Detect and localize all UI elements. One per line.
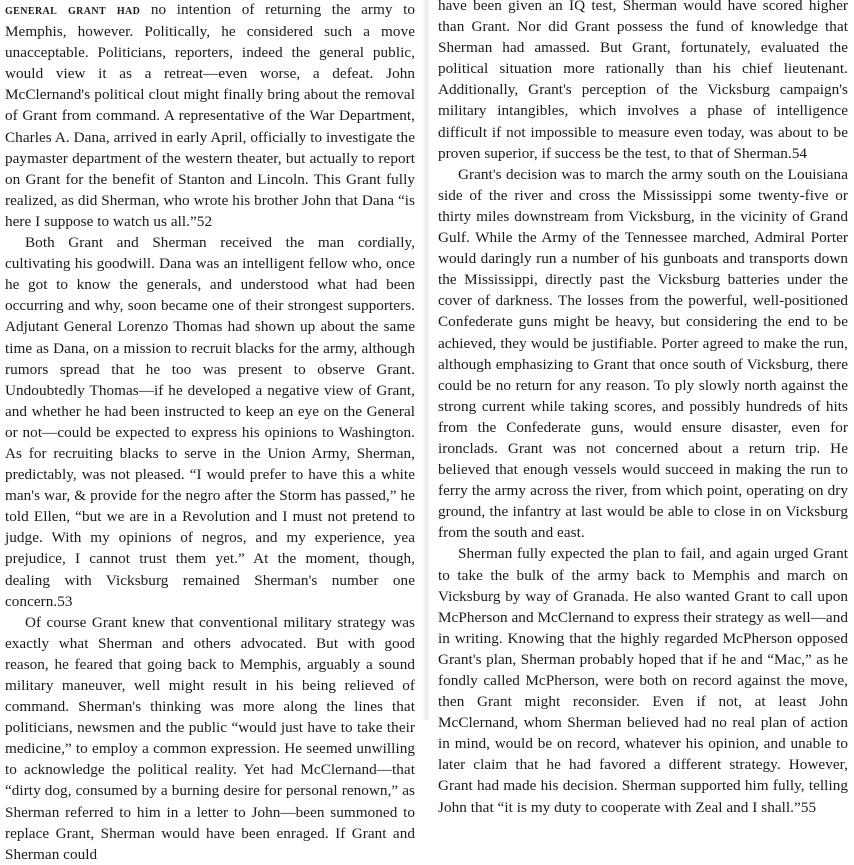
right-paragraph-1: have been given an IQ test, Sherman would have scored higher than Grant. Nor did Grant possess the fund of knowledge that Sherman had amassed. But Grant, fortunately, evaluated the political situation more rationally than his chief lieutenant. Additionally, Grant's perception of the Vicksburg campaign's military intangibles, which involves a phase of intelligence difficult if not impossible to measure even today, was about to be proven superior, if success be the test, to that of Sherman.54 bbox=[438, 0, 848, 162]
opening-small-caps: general grant had bbox=[5, 2, 141, 18]
left-page bbox=[0, 0, 421, 863]
page-gutter bbox=[421, 0, 430, 720]
left-paragraph-1 bbox=[5, 0, 415, 232]
right-paragraph-2: Grant's decision was to march the army south on the Louisiana side of the river and cross the Mississippi some twenty-five or thirty miles downstream from Vicksburg, in the vicinity of Grand Gulf. While the Army of the Tennessee marched, Admiral Porter would daringly run a number of his gunboats and transports down the Mississippi, directly past the Vicksburg batteries under the cover of darkness. The losses from the powerful, well-positioned Confederate guns might be heavy, but considering the end to be achieved, they would be justifiable. Porter agreed to make the run, although emphasizing to Grant that once south of Vicksburg, there could be no return for any reason. To ply slowly north against the strong current while taking scores, and possibly hundreds of hits from the Confederate guns, would ensure disaster, even for ironclads. Grant was not concerned about a return trip. He believed that enough vessels would succeed in making the run to ferry the army across the river, from which point, operating on dry ground, the infantry at last would be able to close in on Vicksburg from the south and east. bbox=[438, 165, 848, 542]
right-paragraph-3: Sherman fully expected the plan to fail, and again urged Grant to take the bulk of the army back to Memphis and march on Vicksburg by way of Granada. He also wanted Grant to call upon McPherson and McClernand to express their strategy as well—and in writing. Knowing that the highly regarded McPherson opposed Grant's plan, Sherman probably hoped that if he and “Mac,” as he fondly called McPherson, were both on record against the move, then Grant might reconsider. Even if not, at least John McClernand, whom Sherman believed had no real plan of action in mind, would be on record, whatever his opinion, and unable to later claim that he had favored a different strategy. However, Grant had made his decision. Sherman supported him fully, telling John that “it is my duty to cooperate with Zeal and I shall.”55 bbox=[438, 545, 848, 816]
left-paragraph-1-text: no intention of returning the army to Memphis, however. Politically, he considered such a move unacceptable. Politicians, reporters, indeed the general public, would view it as a retreat—even worse, a defeat. John McClernand's political clout might finally bring about the removal of Grant from command. A representative of the War Department, Charles A. Dana, arrived in early April, officially to investigate the paymaster department of the western theater, but actually to report on Grant for the benefit of Stanton and Lincoln. This Grant fully realized, as did Sherman, who wrote his brother John that Dana “is here I suppose to watch us all.”52 bbox=[5, 1, 415, 230]
left-paragraph-3: Of course Grant knew that conventional military strategy was exactly what Sherman and others advocated. But with good reason, he feared that going back to Memphis, arguably a sound military maneuver, well might result in his being relieved of command. Sherman's thinking was more along the lines that politicians, newsmen and the public “would just have to take their medicine,” to employ a common expression. He seemed unwilling to acknowledge the political reality. Yet had McClernand—that “dirty dog, consumed by a burning desire for personal renown,” as Sherman referred to him in a letter to John—been summoned to replace Grant, Sherman would have been enraged. If Grant and Sherman could bbox=[5, 613, 415, 863]
left-paragraph-2: Both Grant and Sherman received the man cordially, cultivating his goodwill. Dana was an intelligent fellow who, once he got to know the generals, and understood what had been occurring and why, soon became one of their strongest supporters. Adjutant General Lorenzo Thomas had shown up about the same time as Dana, on a mission to recruit blacks for the army, although rumors spread that he too was present to observe Grant. Undoubtedly Thomas—if he developed a negative view of Grant, and whether he had been instructed to keep an eye on the General or not—could be expected to express his opinions to Washington. As for recruiting blacks to serve in the Union Army, Sherman, predictably, was not pleased. “I would prefer to have this a white man's war, & provide for the negro after the Storm has passed,” he told Ellen, “but we are in a Revolution and I must not pretend to judge. With my opinions of negros, and my experience, yea prejudice, I cannot trust them yet.” At the moment, though, dealing with Vicksburg remained Sherman's number one concern.53 bbox=[5, 234, 415, 610]
right-page bbox=[430, 0, 854, 816]
